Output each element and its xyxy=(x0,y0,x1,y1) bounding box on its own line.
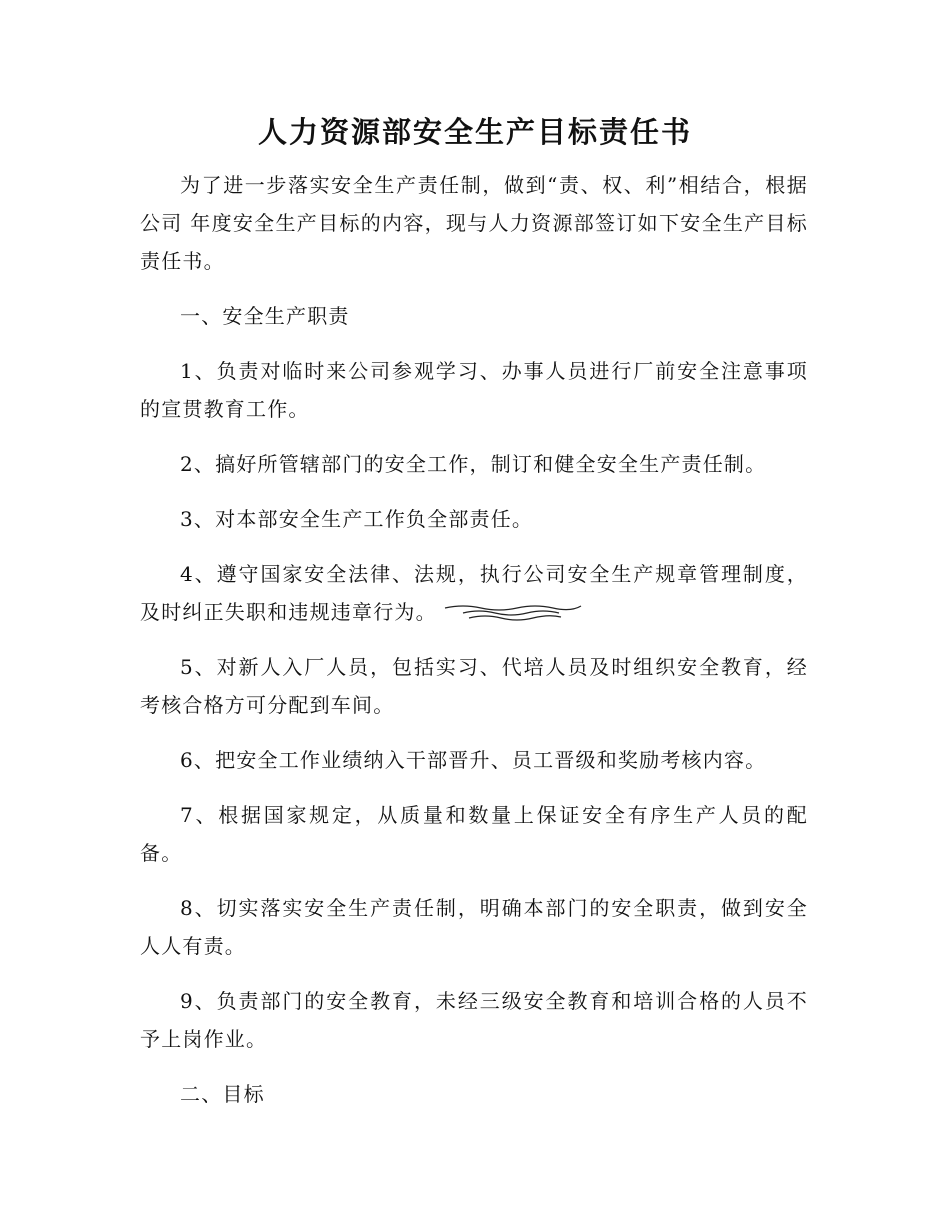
intro-paragraph: 为了进一步落实安全生产责任制，做到“责、权、利”相结合，根据公司 年度安全生产目标的内容，现与人力资源部签订如下安全生产目标责任书。 xyxy=(140,173,808,273)
duty-item-1: 1、负责对临时来公司参观学习、办事人员进行厂前安全注意事项的宣贯教育工作。 xyxy=(140,359,808,421)
duty-item-2: 2、搞好所管辖部门的安全工作，制订和健全安全生产责任制。 xyxy=(180,452,767,476)
duty-item-8: 8、切实落实安全生产责任制，明确本部门的安全职责，做到安全人人有责。 xyxy=(140,896,808,958)
duty-item-9: 9、负责部门的安全教育，未经三级安全教育和培训合格的人员不予上岗作业。 xyxy=(140,989,808,1051)
wavy-decoration-icon xyxy=(443,602,583,626)
duty-item-3: 3、对本部安全生产工作负全部责任。 xyxy=(180,507,534,531)
duty-item-7: 7、根据国家规定，从质量和数量上保证安全有序生产人员的配备。 xyxy=(140,803,808,865)
section-heading-goals: 二、目标 xyxy=(180,1082,265,1106)
duty-item-5: 5、对新人入厂人员，包括实习、代培人员及时组织安全教育，经考核合格方可分配到车间。 xyxy=(140,655,808,717)
duty-item-6: 6、把安全工作业绩纳入干部晋升、员工晋级和奖励考核内容。 xyxy=(180,748,767,772)
duty-item-4 xyxy=(140,555,808,631)
duty-item-4-text: 4、遵守国家安全法律、法规，执行公司安全生产规章管理制度，及时纠正失职和违规违章行为。 xyxy=(140,562,808,624)
section-heading-duties: 一、安全生产职责 xyxy=(180,304,350,328)
document-body xyxy=(140,166,808,1130)
document-title: 人力资源部安全生产目标责任书 xyxy=(257,115,692,149)
